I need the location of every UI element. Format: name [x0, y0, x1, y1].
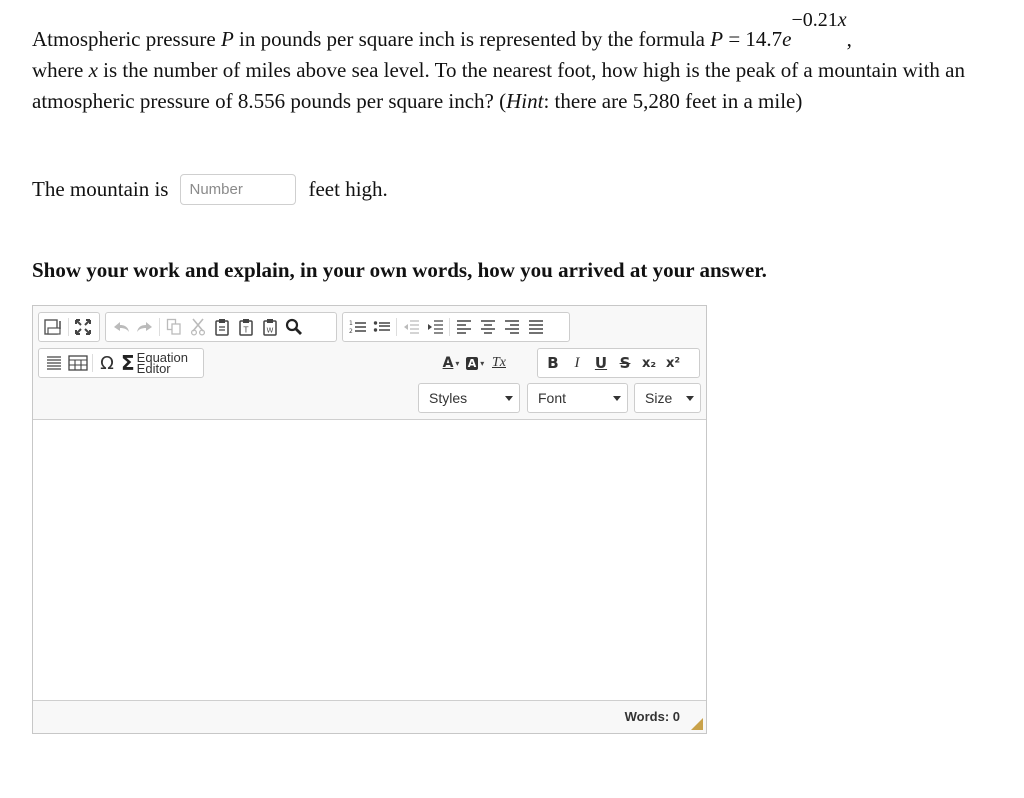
strikethrough-button[interactable]: S	[619, 354, 631, 372]
chevron-down-icon	[613, 396, 621, 401]
equation-editor-label: Equation Editor	[136, 350, 188, 376]
justify-icon[interactable]	[524, 314, 548, 340]
align-right-icon[interactable]	[500, 314, 524, 340]
answer-suffix: feet high.	[308, 176, 388, 201]
equation-editor-button[interactable]	[119, 350, 190, 376]
align-left-icon[interactable]	[452, 314, 476, 340]
question-text: Atmospheric pressure P in pounds per square inch is represented by the formula $P = 14.7e^{-0.21x}$, where x is the number of miles above sea level. To the nearest foot, how high is the peak of a mountain with an atmospheric pressure of 8.556 pounds per square inch? (Hint: there are 5,280 feet in a mile)	[32, 9, 965, 113]
svg-text:W: W	[266, 326, 274, 335]
paste-icon[interactable]	[210, 314, 234, 340]
numbered-list-icon[interactable]	[346, 314, 370, 340]
font-dropdown[interactable]: Font	[527, 383, 628, 413]
italic-button[interactable]: I	[574, 354, 580, 371]
editor-content-area[interactable]	[33, 420, 706, 701]
paste-text-icon[interactable]	[234, 314, 258, 340]
maximize-icon[interactable]	[71, 314, 95, 340]
superscript-button[interactable]: x²	[665, 355, 681, 371]
background-color-button[interactable]: A ▾	[467, 356, 485, 370]
bulleted-list-icon[interactable]	[370, 314, 394, 340]
formula-exponent: −0.21x	[791, 9, 847, 31]
redo-icon[interactable]	[133, 314, 157, 340]
var-p: P	[220, 27, 234, 51]
bold-button[interactable]: B	[547, 354, 559, 372]
work-prompt: Show your work and explain, in your own words, how you arrived at your answer.	[32, 258, 767, 282]
rich-text-editor	[32, 305, 707, 734]
indent-icon[interactable]	[423, 314, 447, 340]
text-color-button[interactable]: A ▾	[442, 355, 460, 371]
answer-prefix: The mountain is	[32, 176, 169, 201]
underline-button[interactable]: U	[594, 354, 608, 372]
chevron-down-icon	[686, 396, 694, 401]
outdent-icon[interactable]	[399, 314, 423, 340]
cut-icon[interactable]	[186, 314, 210, 340]
table-icon[interactable]	[66, 350, 90, 376]
copy-icon[interactable]	[162, 314, 186, 340]
toolbar-group-colors	[435, 348, 533, 378]
size-dropdown[interactable]: Size	[634, 383, 701, 413]
editor-toolbar	[33, 306, 706, 420]
undo-icon[interactable]	[109, 314, 133, 340]
word-count: Words: 0	[624, 709, 680, 724]
remove-format-icon[interactable]: Tx	[492, 355, 506, 370]
toolbar-group-insert	[38, 348, 204, 378]
toolbar-group-document	[38, 312, 100, 342]
answer-row	[32, 172, 388, 206]
toolbar-group-clipboard	[105, 312, 337, 342]
source-icon[interactable]	[42, 314, 66, 340]
answer-input[interactable]	[180, 174, 296, 205]
chevron-down-icon	[505, 396, 513, 401]
toolbar-group-basicstyles	[537, 348, 700, 378]
resize-handle-icon[interactable]	[691, 718, 703, 730]
special-char-icon[interactable]: Ω	[100, 352, 114, 374]
styles-dropdown[interactable]: Styles	[418, 383, 520, 413]
align-center-icon[interactable]	[476, 314, 500, 340]
editor-statusbar	[33, 700, 706, 733]
paste-word-icon[interactable]	[258, 314, 282, 340]
horizontal-lines-icon[interactable]	[42, 350, 66, 376]
subscript-button[interactable]: x₂	[641, 355, 657, 371]
svg-text:1: 1	[349, 320, 353, 327]
find-icon[interactable]	[282, 314, 306, 340]
svg-text:T: T	[243, 325, 249, 335]
toolbar-group-paragraph	[342, 312, 570, 342]
svg-text:2: 2	[349, 328, 353, 335]
sigma-icon: Σ	[121, 351, 135, 375]
